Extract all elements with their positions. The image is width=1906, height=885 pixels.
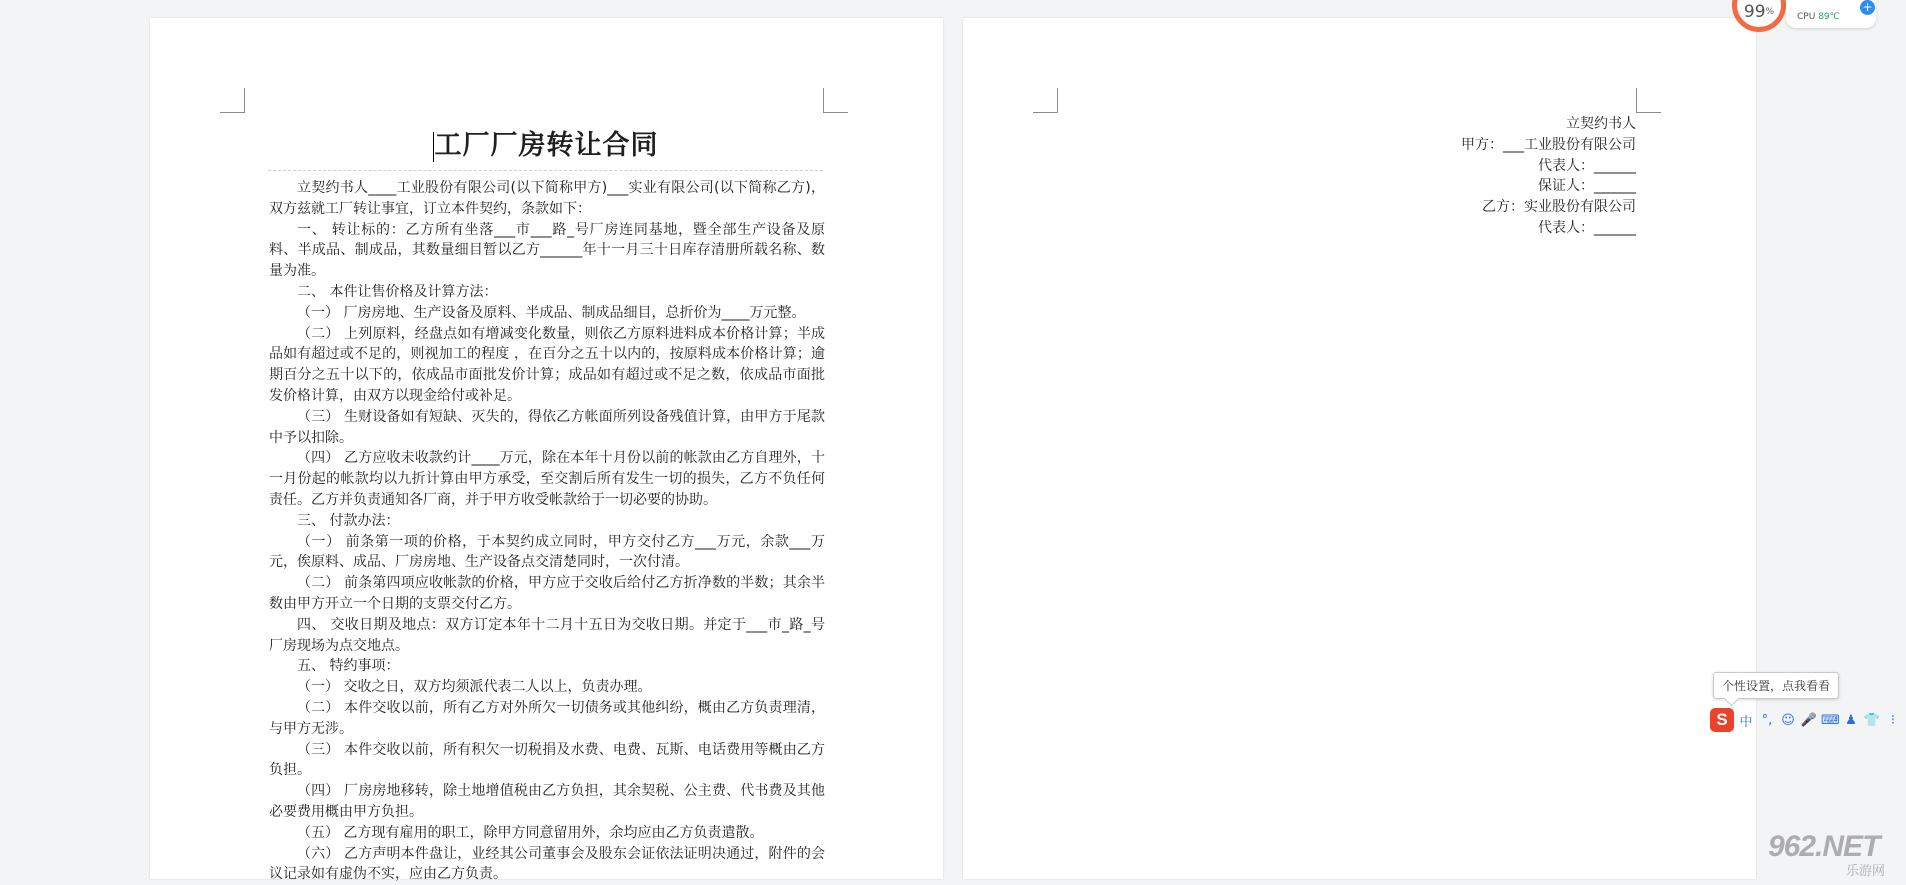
watermark-sub: 乐游网 bbox=[1846, 860, 1885, 879]
text-cursor bbox=[433, 132, 434, 162]
signature-line: 保证人：______ bbox=[1461, 176, 1636, 197]
paragraph: 一、 转让标的：乙方所有坐落___市___路_号厂房连同基地，暨全部生产设备及原料、半成品、制成品，其数量细目暂以乙方______年十一月三十日库存清册所载名称、数量为准。 bbox=[269, 220, 825, 282]
paragraph: （三） 本件交收以前，所有积欠一切税捐及水费、电费、瓦斯、电话费用等概由乙方负担。 bbox=[269, 740, 825, 782]
cpu-monitor-panel[interactable] bbox=[1786, 0, 1876, 28]
chinese-mode-icon[interactable]: 中 bbox=[1737, 711, 1755, 730]
signature-line: 乙方：实业股份有限公司 bbox=[1461, 197, 1636, 218]
watermark-brand: 962.NET bbox=[1768, 830, 1879, 864]
signature-line: 甲方：___工业股份有限公司 bbox=[1461, 135, 1636, 156]
paragraph: （五） 乙方现有雇用的职工，除甲方同意留用外，余均应由乙方负责遣散。 bbox=[269, 823, 825, 844]
paragraph: （一） 厂房房地、生产设备及原料、半成品、制成品细目，总折价为____万元整。 bbox=[269, 303, 825, 324]
microphone-icon[interactable]: 🎤 bbox=[1800, 713, 1818, 728]
user-icon[interactable]: ♟ bbox=[1842, 713, 1860, 728]
paragraph: （二） 前条第四项应收帐款的价格，甲方应于交收后给付乙方折净数的半数；其余半数由甲方开立一个日期的支票交付乙方。 bbox=[269, 573, 825, 615]
margin-mark-top-right bbox=[823, 88, 848, 113]
skin-icon[interactable]: 👕 bbox=[1863, 713, 1881, 728]
meter-unit: % bbox=[1766, 7, 1775, 17]
paragraph: （四） 乙方应收未收款约计____万元，除在本年十月份以前的帐款由乙方自理外，十一月份起的帐款均以九折计算由甲方承受，至交割后所有发生一切的损失，乙方不负任何责任。乙方并负责通知各厂商，并于甲方收受帐款给于一切必要的协助。 bbox=[269, 448, 825, 510]
emoji-icon[interactable]: ☺ bbox=[1779, 713, 1797, 728]
cpu-label: CPU bbox=[1797, 12, 1815, 22]
signature-line: 立契约书人 bbox=[1461, 114, 1636, 135]
more-icon[interactable]: ⁝ bbox=[1884, 713, 1902, 728]
signature-block[interactable] bbox=[1461, 114, 1636, 239]
document-title-text: 工厂厂房转让合同 bbox=[435, 130, 659, 161]
ime-tooltip: 个性设置，点我看看 bbox=[1713, 672, 1839, 699]
document-body[interactable] bbox=[269, 178, 825, 885]
paragraph: 五、 特约事项： bbox=[269, 656, 825, 677]
paragraph: （二） 上列原料，经盘点如有增减变化数量，则依乙方原料进料成本价格计算；半成品如有超过或不足的，则视加工的程度 ，在百分之五十以内的，按原料成本价格计算；逾期百分之五十以下的，依成品市面批发价计算；成品如有超过或不足之数，依成品市面批发价格计算，由双方以现金给付或补足。 bbox=[269, 324, 825, 407]
site-watermark bbox=[1768, 830, 1906, 879]
paragraph: 立契约书人____工业股份有限公司(以下简称甲方)___实业有限公司(以下简称乙方)，双方兹就工厂转让事宜，订立本件契约，条款如下： bbox=[269, 178, 825, 220]
cpu-temperature: 89℃ bbox=[1818, 12, 1840, 22]
document-title[interactable] bbox=[268, 126, 823, 171]
paragraph: 三、 付款办法： bbox=[269, 511, 825, 532]
cpu-readout bbox=[1797, 12, 1840, 22]
meter-value: 99 bbox=[1744, 2, 1766, 22]
margin-mark-top-left bbox=[1033, 88, 1058, 113]
plus-icon[interactable]: + bbox=[1860, 0, 1875, 15]
margin-mark-top-left bbox=[220, 88, 245, 113]
paragraph: （六） 乙方声明本件盘让，业经其公司董事会及股东会证依法证明决通过，附件的会议记录如有虚伪不实，应由乙方负责。 bbox=[269, 844, 825, 885]
document-page-1[interactable] bbox=[150, 18, 943, 879]
margin-mark-top-right bbox=[1636, 88, 1661, 113]
signature-line: 代表人：______ bbox=[1461, 156, 1636, 177]
paragraph: （二） 本件交收以前，所有乙方对外所欠一切债务或其他纠纷，概由乙方负责理清，与甲方无涉。 bbox=[269, 698, 825, 740]
sogou-logo-icon[interactable]: S bbox=[1710, 708, 1734, 732]
paragraph: （一） 前条第一项的价格，于本契约成立同时，甲方交付乙方___万元，余款___万元，俟原料、成品、厂房房地、生产设备点交清楚同时，一次付清。 bbox=[269, 532, 825, 574]
paragraph: （一） 交收之日，双方均须派代表二人以上，负责办理。 bbox=[269, 677, 825, 698]
paragraph: （四） 厂房房地移转，除土地增值税由乙方负担，其余契税、公主费、代书费及其他必要费用概由甲方负担。 bbox=[269, 781, 825, 823]
signature-line: 代表人：______ bbox=[1461, 218, 1636, 239]
paragraph: 二、 本件让售价格及计算方法： bbox=[269, 282, 825, 303]
keyboard-icon[interactable]: ⌨ bbox=[1821, 713, 1839, 728]
ime-toolbar[interactable] bbox=[1710, 707, 1906, 733]
paragraph: 四、 交收日期及地点：双方订定本年十二月十五日为交收日期。并定于___市_路_号厂房现场为点交地点。 bbox=[269, 615, 825, 657]
document-page-2[interactable] bbox=[963, 18, 1756, 879]
paragraph: （三） 生财设备如有短缺、灭失的，得依乙方帐面所列设备残值计算，由甲方于尾款中予以扣除。 bbox=[269, 407, 825, 449]
punctuation-icon[interactable]: °, bbox=[1758, 713, 1776, 728]
